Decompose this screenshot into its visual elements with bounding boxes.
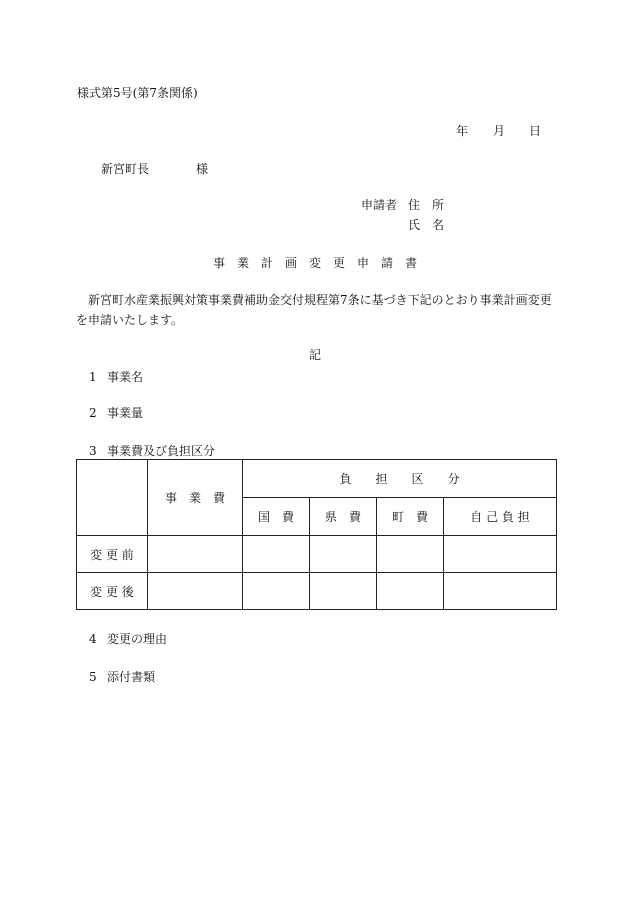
col-header-town: 町 費 <box>377 498 444 536</box>
item-4-number: 4 <box>89 632 97 646</box>
item-5-number: 5 <box>89 670 97 684</box>
applicant-address-label: 住 所 <box>408 198 445 212</box>
item-3-label: 事業費及び負担区分 <box>107 444 216 458</box>
cost-burden-table <box>76 459 557 610</box>
body-text-line-1: 新宮町水産業振興対策事業費補助金交付規程第7条に基づき下記のとおり事業計画変更 <box>88 293 552 307</box>
col-header-national: 国 費 <box>243 498 310 536</box>
document-title: 事 業 計 画 変 更 申 請 書 <box>213 256 418 270</box>
item-1-number: 1 <box>89 370 97 384</box>
cell-after-self[interactable] <box>444 573 557 610</box>
col-header-prefecture: 県 費 <box>310 498 377 536</box>
cell-after-prefecture[interactable] <box>310 573 377 610</box>
item-2-label: 事業量 <box>107 406 144 420</box>
cell-after-town[interactable] <box>377 573 444 610</box>
item-1-label: 事業名 <box>107 370 144 384</box>
applicant-name-label: 氏 名 <box>408 218 445 232</box>
applicant-label: 申請者 <box>361 198 398 212</box>
cell-before-town[interactable] <box>377 536 444 573</box>
item-5-label: 添付書類 <box>107 670 156 684</box>
cell-before-prefecture[interactable] <box>310 536 377 573</box>
cell-after-national[interactable] <box>243 573 310 610</box>
item-4-label: 変更の理由 <box>107 632 168 646</box>
cell-before-cost[interactable] <box>148 536 243 573</box>
col-header-self: 自 己 負 担 <box>444 498 557 536</box>
date-year-label: 年 <box>456 124 469 138</box>
addressee-name: 新宮町長 <box>101 162 150 176</box>
item-3-number: 3 <box>89 444 97 458</box>
project-cost-header: 事 業 費 <box>148 460 243 536</box>
row-label-after: 変 更 後 <box>77 573 148 610</box>
item-2-number: 2 <box>89 406 97 420</box>
cell-before-national[interactable] <box>243 536 310 573</box>
ki-heading: 記 <box>309 348 322 362</box>
table-corner-cell <box>77 460 148 536</box>
cell-after-cost[interactable] <box>148 573 243 610</box>
form-number: 様式第5号(第7条関係) <box>77 86 198 100</box>
row-label-before: 変 更 前 <box>77 536 148 573</box>
date-month-label: 月 <box>493 124 506 138</box>
cell-before-self[interactable] <box>444 536 557 573</box>
date-day-label: 日 <box>529 124 542 138</box>
burden-category-header: 負 担 区 分 <box>243 460 557 498</box>
addressee-honorific: 様 <box>196 162 209 176</box>
body-text-line-2: を申請いたします。 <box>76 313 184 327</box>
